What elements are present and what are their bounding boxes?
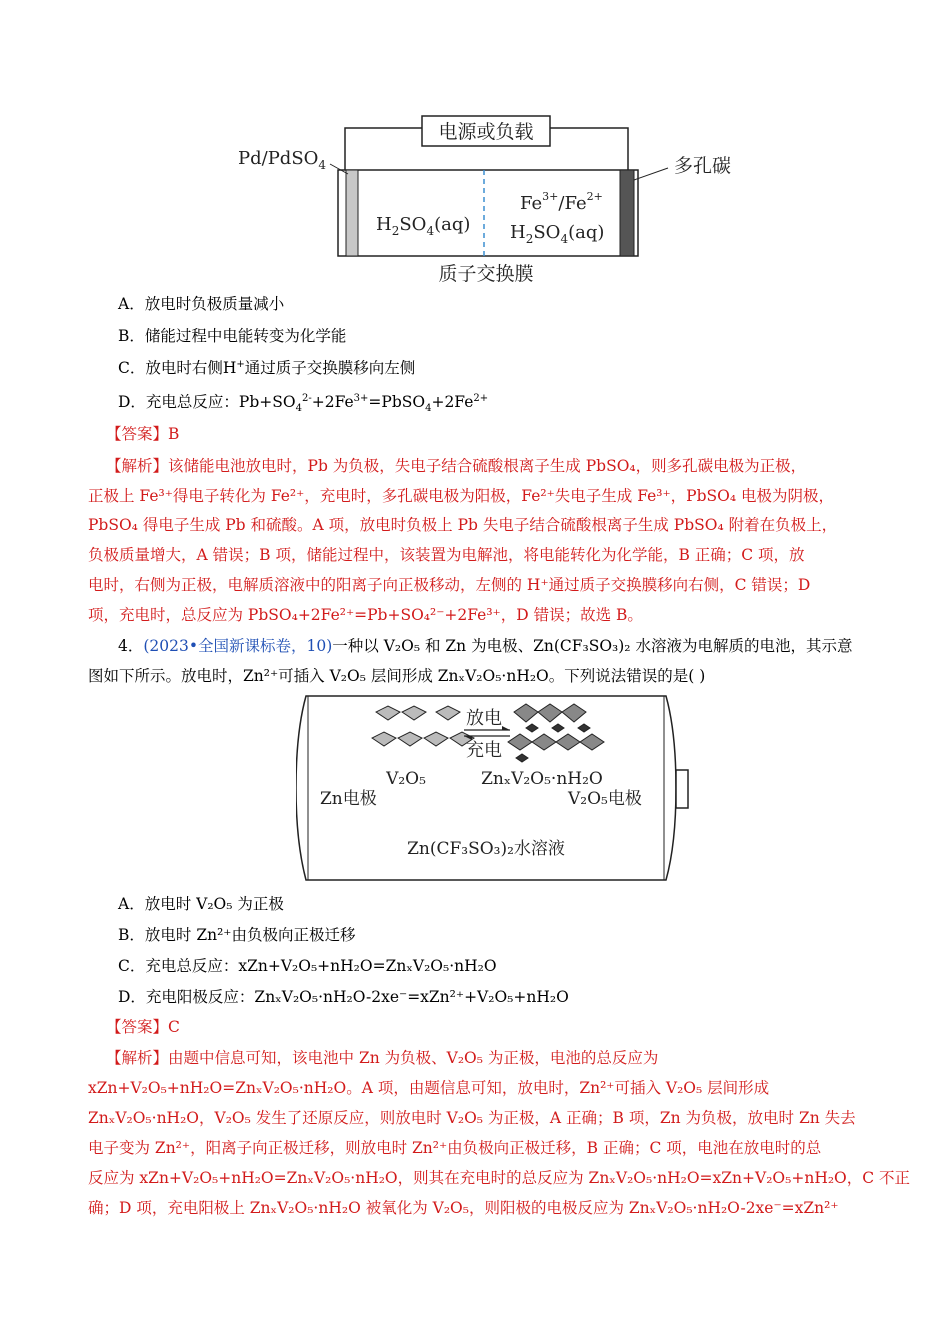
q4-analysis-line-4: 电子变为 Zn²⁺，阳离子向正极迁移，则放电时 Zn²⁺由负极向正极迁移，B 正确；C 项，电池在放电时的总 bbox=[88, 1139, 822, 1157]
discharge-label: 放电 bbox=[466, 708, 502, 729]
charge-label: 充电 bbox=[466, 740, 502, 761]
q3-analysis-line-3: PbSO₄ 得电子生成 Pb 和硫酸。A 项，放电时负极上 Pb 失电子结合硫酸根离子生成 PbSO₄ 附着在负极上， bbox=[88, 516, 838, 534]
q3-analysis-line-6: 项，充电时，总反应为 PbSO₄+2Fe²⁺=Pb+SO₄²⁻+2Fe³⁺，D 错误；故选 B。 bbox=[88, 606, 643, 624]
membrane-label: 质子交换膜 bbox=[438, 263, 534, 285]
q3-analysis-line-5: 电时，右侧为正极，电解质溶液中的阳离子向正极移动，左侧的 H⁺通过质子交换膜移向右侧，C 错误；D bbox=[88, 576, 811, 594]
cell-body bbox=[338, 170, 638, 256]
right-electrode-label: 多孔碳 bbox=[674, 155, 732, 177]
left-electrode-label: Pd/PdSO$_4$ bbox=[238, 148, 327, 172]
q4-option-b: B．放电时 Zn²⁺由负极向正极迁移 bbox=[118, 926, 356, 944]
q4-answer: 【答案】C bbox=[106, 1018, 180, 1036]
right-solution-acid: $H_2SO_4(aq)$ bbox=[510, 222, 605, 246]
q4-stem-line-1: 4．(2023•全国新课标卷，10)一种以 V₂O₅ 和 Zn 为电极、Zn(CF₃SO₃)₂ 水溶液为电解质的电池，其示意 bbox=[118, 637, 853, 655]
q4-analysis-line-6: 确；D 项，充电阳极上 ZnₓV₂O₅·nH₂O 被氧化为 V₂O₅，则阳极的电极反应为 ZnₓV₂O₅·nH₂O-2xe⁻=xZn²⁺ bbox=[88, 1199, 839, 1217]
q3-answer: 【答案】B bbox=[106, 425, 180, 443]
q3-option-c: C．放电时右侧H+通过质子交换膜移向左侧 bbox=[118, 358, 416, 377]
figure-battery-1 bbox=[230, 112, 750, 292]
q3-analysis-line-2: 正极上 Fe³⁺得电子转化为 Fe²⁺，充电时，多孔碳电极为阳极，Fe²⁺失电子生成 Fe³⁺，PbSO₄ 电极为阴极， bbox=[88, 487, 835, 505]
v2o5-electrode-label: V₂O₅电极 bbox=[568, 789, 642, 809]
carbon-electrode bbox=[620, 170, 634, 256]
v2o5-label: V₂O₅ bbox=[386, 769, 426, 789]
left-solution-label: $H_2SO_4(aq)$ bbox=[376, 214, 471, 238]
q4-option-a: A．放电时 V₂O₅ 为正极 bbox=[118, 895, 284, 913]
q3-option-b: B．储能过程中电能转变为化学能 bbox=[118, 327, 347, 345]
znx-label: ZnₓV₂O₅·nH₂O bbox=[481, 769, 603, 789]
zn-electrode-label: Zn电极 bbox=[320, 789, 377, 809]
q4-analysis-line-5: 反应为 xZn+V₂O₅+nH₂O=ZnₓV₂O₅·nH₂O，则其在充电时的总反应为 ZnₓV₂O₅·nH₂O=xZn+V₂O₅+nH₂O，C 不正 bbox=[88, 1169, 911, 1187]
right-solution-ions: $Fe^{3+}/Fe^{2+}$ bbox=[520, 190, 603, 214]
q4-analysis-line-1: 【解析】由题中信息可知，该电池中 Zn 为负极、V₂O₅ 为正极，电池的总反应为 bbox=[106, 1049, 659, 1067]
power-source-label: 电源或负载 bbox=[438, 121, 534, 143]
terminal-cap bbox=[676, 770, 688, 808]
q3-analysis-line-1: 【解析】该储能电池放电时，Pb 为负极，失电子结合硫酸根离子生成 PbSO₄，则多孔碳电极为正极， bbox=[106, 457, 807, 475]
q3-option-a: A．放电时负极质量减小 bbox=[118, 295, 285, 313]
q4-analysis-line-2: xZn+V₂O₅+nH₂O=ZnₓV₂O₅·nH₂O。A 项，由题信息可知，放电时，Zn²⁺可插入 V₂O₅ 层间形成 bbox=[88, 1079, 770, 1097]
q4-option-d: D．充电阳极反应：ZnₓV₂O₅·nH₂O-2xe⁻=xZn²⁺+V₂O₅+nH₂O bbox=[118, 988, 569, 1006]
pd-electrode bbox=[346, 170, 358, 256]
figure-battery-2 bbox=[296, 692, 692, 884]
q4-analysis-line-3: ZnₓV₂O₅·nH₂O，V₂O₅ 发生了还原反应，则放电时 V₂O₅ 为正极，A 正确；B 项，Zn 为负极，放电时 Zn 失去 bbox=[88, 1109, 856, 1127]
q3-option-d: D．充电总反应：$Pb+SO_4^{2-}+2Fe^{3+}=PbSO_4+2Fe^{2+}$ bbox=[118, 392, 489, 415]
electrolyte-label: Zn(CF₃SO₃)₂水溶液 bbox=[407, 839, 565, 859]
q4-option-c: C．充电总反应：xZn+V₂O₅+nH₂O=ZnₓV₂O₅·nH₂O bbox=[118, 957, 497, 975]
q3-analysis-line-4: 负极质量增大，A 错误；B 项，储能过程中，该装置为电解池，将电能转化为化学能，B 正确；C 项，放 bbox=[88, 546, 805, 564]
q4-stem-line-2: 图如下所示。放电时，Zn²⁺可插入 V₂O₅ 层间形成 ZnₓV₂O₅·nH₂O。下列说法错误的是( ) bbox=[88, 667, 706, 685]
